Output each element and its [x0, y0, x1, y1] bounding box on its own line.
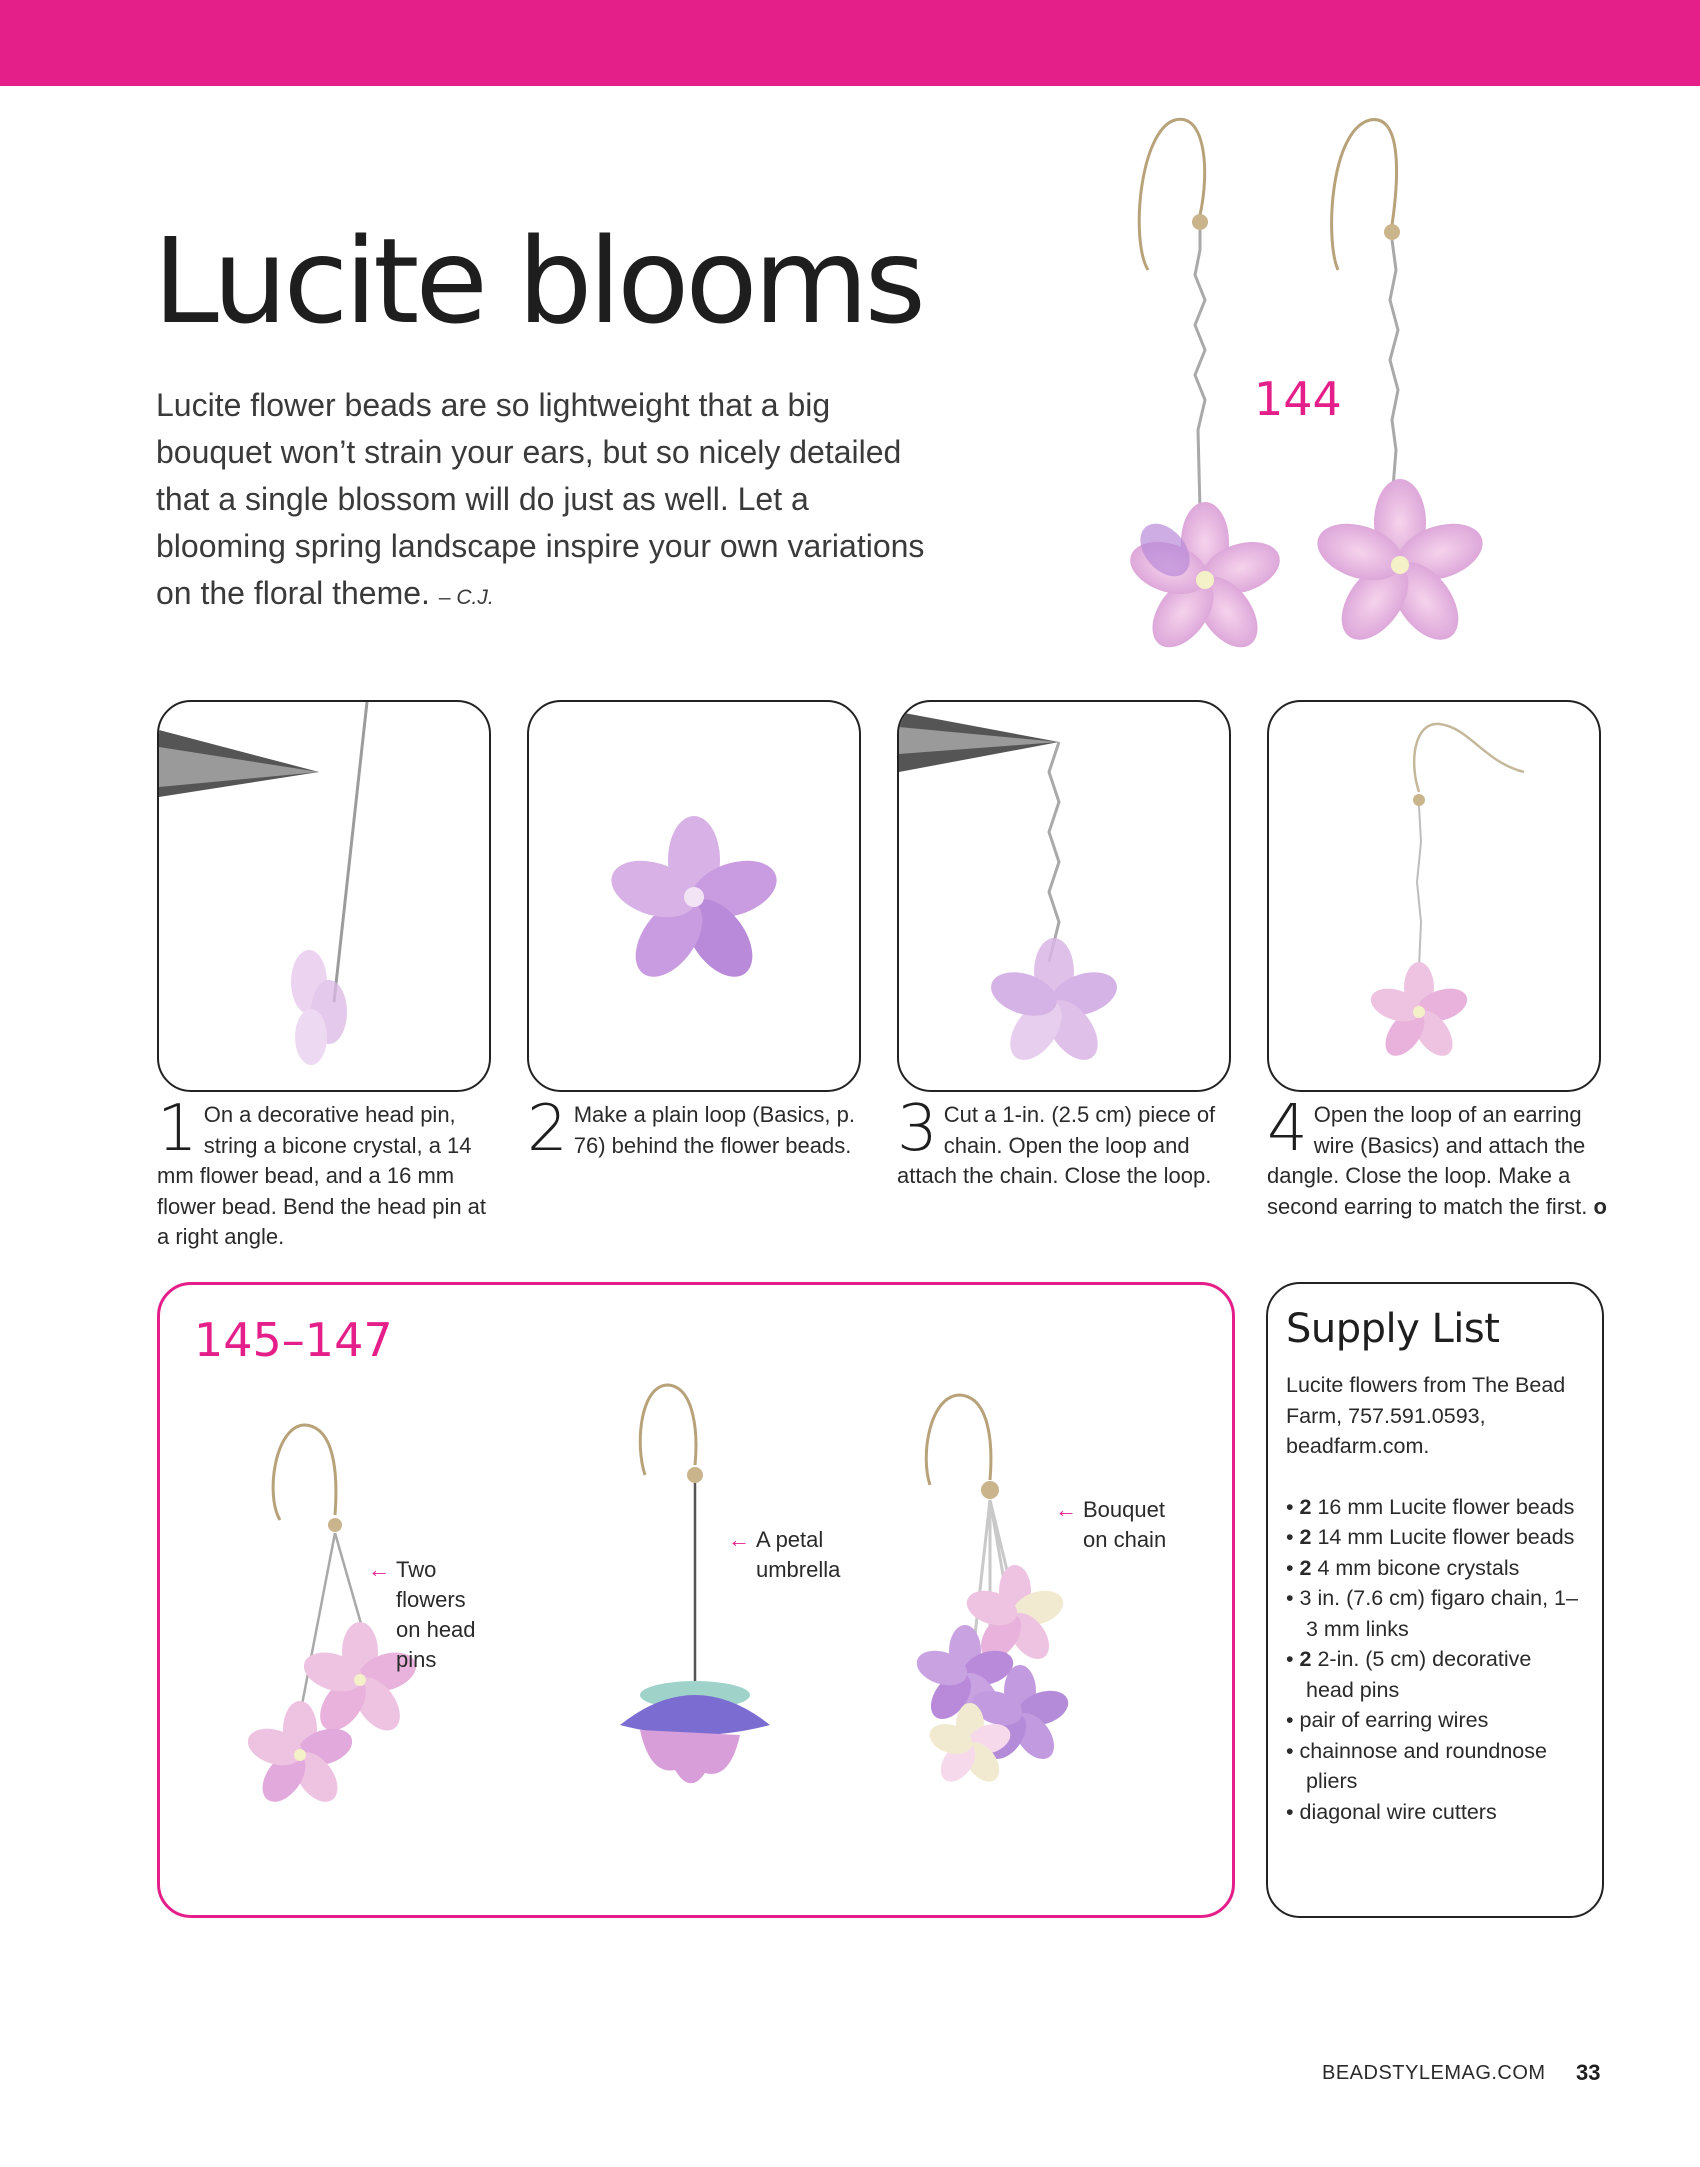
step-1-text: [157, 1092, 502, 1253]
supply-qty: 2: [1299, 1525, 1312, 1549]
step-instructions: Open the loop of an earring wire (Basics) and attach the dangle. Close the loop. Make a second earring to match the first.: [1267, 1102, 1588, 1219]
supply-source: Lucite flowers from The Bead Farm, 757.591.0593, beadfarm.com.: [1286, 1373, 1566, 1458]
callout-line: umbrella: [756, 1557, 841, 1582]
footer-site: BEADSTYLEMAG.COM: [1322, 2062, 1546, 2084]
supply-item: • 3 in. (7.6 cm) figaro chain, 1–3 mm links: [1286, 1586, 1578, 1641]
step-1-photo: [157, 700, 491, 1092]
step-4-photo: [1267, 700, 1601, 1092]
author-credit: – C.J.: [438, 586, 494, 609]
page-title: Lucite blooms: [153, 212, 922, 350]
callout-line: on chain: [1083, 1527, 1167, 1552]
page-number: 33: [1576, 2060, 1601, 2085]
supply-item-text: 14 mm Lucite flower beads: [1317, 1525, 1575, 1549]
supply-item: • 2 2-in. (5 cm) decorative head pins: [1286, 1647, 1532, 1702]
supply-item-text: 3 in. (7.6 cm) figaro chain, 1–3 mm links: [1299, 1586, 1578, 1641]
supply-item-text: 16 mm Lucite flower beads: [1317, 1494, 1575, 1519]
supply-item: • 2 14 mm Lucite flower beads: [1286, 1525, 1575, 1549]
supply-list-panel: [1266, 1282, 1604, 1918]
supply-item: • 2 4 mm bicone crystals: [1286, 1555, 1520, 1580]
callout-line: Two: [396, 1557, 437, 1582]
callout-line: A petal: [756, 1527, 824, 1552]
end-mark: o: [1593, 1193, 1607, 1219]
step-number: 1: [157, 1092, 198, 1166]
step-3-text: [897, 1092, 1242, 1192]
variations-project-numbers: 145–147: [194, 1313, 393, 1367]
intro-paragraph: [156, 382, 936, 621]
supply-item-text: chainnose and roundnose pliers: [1299, 1738, 1547, 1793]
bouquet-on-chain-earring-illustration: [890, 1385, 1120, 1835]
supply-qty: 2: [1299, 1647, 1312, 1671]
supply-qty: 2: [1299, 1494, 1312, 1519]
callout-petal-umbrella: [728, 1525, 840, 1585]
intro-text: Lucite flower beads are so lightweight that a big bouquet won’t strain your ears, but so nicely detailed that a single blossom will do just as well. Let a blooming spring landscape inspire your own variations on the floral theme.: [156, 387, 925, 611]
variations-panel: [157, 1282, 1235, 1918]
callout-line: flowers: [396, 1587, 466, 1612]
step-number: 3: [897, 1092, 938, 1166]
supply-qty: 2: [1299, 1555, 1312, 1580]
arrow-left-icon: ←: [728, 1527, 750, 1552]
petal-umbrella-earring-illustration: [580, 1375, 800, 1835]
callout-line: Bouquet: [1083, 1497, 1165, 1522]
arrow-left-icon: ←: [1055, 1497, 1077, 1522]
callout-two-flowers: [368, 1555, 476, 1675]
supply-item: • diagonal wire cutters: [1286, 1799, 1497, 1824]
step-instructions: On a decorative head pin, string a bicone crystal, a 14 mm flower bead, and a 16 mm flower bead. Bend the head pin at a right angle.: [157, 1102, 487, 1249]
step-instructions: Cut a 1-in. (2.5 cm) piece of chain. Open the loop and attach the chain. Close the loop.: [897, 1102, 1216, 1188]
callout-line: on head: [396, 1617, 476, 1642]
step-4-text: [1267, 1092, 1612, 1222]
callout-line: pins: [396, 1647, 437, 1672]
supply-item-text: diagonal wire cutters: [1299, 1799, 1497, 1824]
supply-items: [1286, 1492, 1584, 1828]
supply-item-text: 2-in. (5 cm) decorative head pins: [1306, 1647, 1532, 1702]
step-3-photo: [897, 700, 1231, 1092]
supply-item: • 2 16 mm Lucite flower beads: [1286, 1494, 1575, 1519]
step-2-photo: [527, 700, 861, 1092]
supply-item-text: pair of earring wires: [1299, 1708, 1489, 1732]
step-number: 4: [1267, 1092, 1308, 1166]
arrow-left-icon: ←: [368, 1557, 390, 1582]
hero-project-number: 144: [1254, 372, 1342, 426]
step-2-text: [527, 1092, 872, 1166]
supply-item: • chainnose and roundnose pliers: [1286, 1738, 1547, 1793]
supply-item: • pair of earring wires: [1286, 1708, 1489, 1732]
top-color-band: [0, 0, 1700, 86]
step-instructions: Make a plain loop (Basics, p. 76) behind the flower beads.: [573, 1102, 855, 1158]
callout-bouquet-on-chain: [1055, 1495, 1166, 1555]
supply-list-title: Supply List: [1286, 1306, 1500, 1352]
supply-item-text: 4 mm bicone crystals: [1317, 1555, 1520, 1580]
step-number: 2: [527, 1092, 568, 1166]
